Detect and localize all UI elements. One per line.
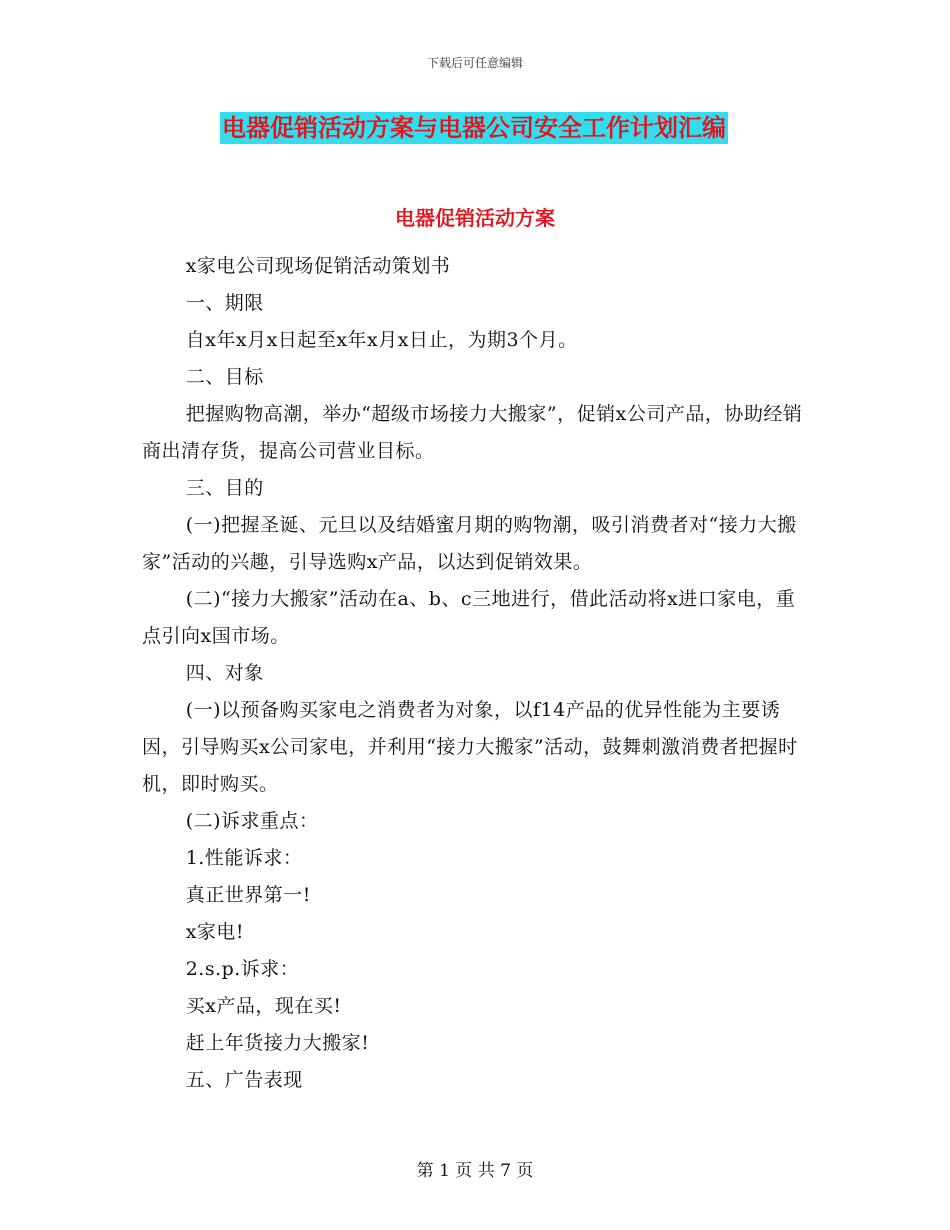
header-note: 下载后可任意编辑 xyxy=(426,56,523,70)
paragraph: 一、期限 xyxy=(185,292,264,314)
paragraph: (二)诉求重点： xyxy=(185,810,319,832)
paragraph: 2.s.p.诉求： xyxy=(185,958,300,980)
paragraph: 买x产品，现在买! xyxy=(185,995,342,1017)
paragraph: 四、对象 xyxy=(185,662,264,684)
paragraph: 真正世界第一! xyxy=(185,884,311,906)
paragraph: 1.性能诉求： xyxy=(185,847,303,869)
paragraph: 把握购物高潮，举办“超级市场接力大搬家”，促销x公司产品，协助经销商出清存货，提高公司营业目标。 xyxy=(142,403,803,462)
paragraph: x家电! xyxy=(185,921,245,943)
paragraph: (一)把握圣诞、元旦以及结婚蜜月期的购物潮，吸引消费者对“接力大搬家”活动的兴趣，引导选购x产品，以达到促销效果。 xyxy=(142,514,797,573)
paragraph: 五、广告表现 xyxy=(185,1069,303,1091)
paragraph: (二)“接力大搬家”活动在a、b、c三地进行，借此活动将x进口家电，重点引向x国市场。 xyxy=(142,588,796,647)
paragraph: 赶上年货接力大搬家! xyxy=(185,1032,370,1054)
paragraph: 自x年x月x日起至x年x月x日止，为期3个月。 xyxy=(185,329,578,351)
document-title: 电器促销活动方案与电器公司安全工作计划汇编 xyxy=(222,114,726,142)
paragraph: (一)以预备购买家电之消费者为对象，以f14产品的优异性能为主要诱因，引导购买x公司家电，并利用“接力大搬家”活动，鼓舞刺激消费者把握时机，即时购买。 xyxy=(142,699,798,795)
page-footer: 第 1 页 共 7 页 xyxy=(416,1161,534,1181)
paragraph: 三、目的 xyxy=(185,477,264,499)
paragraph: 二、目标 xyxy=(185,366,264,388)
paragraph: x家电公司现场促销活动策划书 xyxy=(185,255,451,277)
body-text xyxy=(142,248,810,1099)
section-title: 电器促销活动方案 xyxy=(395,206,555,230)
